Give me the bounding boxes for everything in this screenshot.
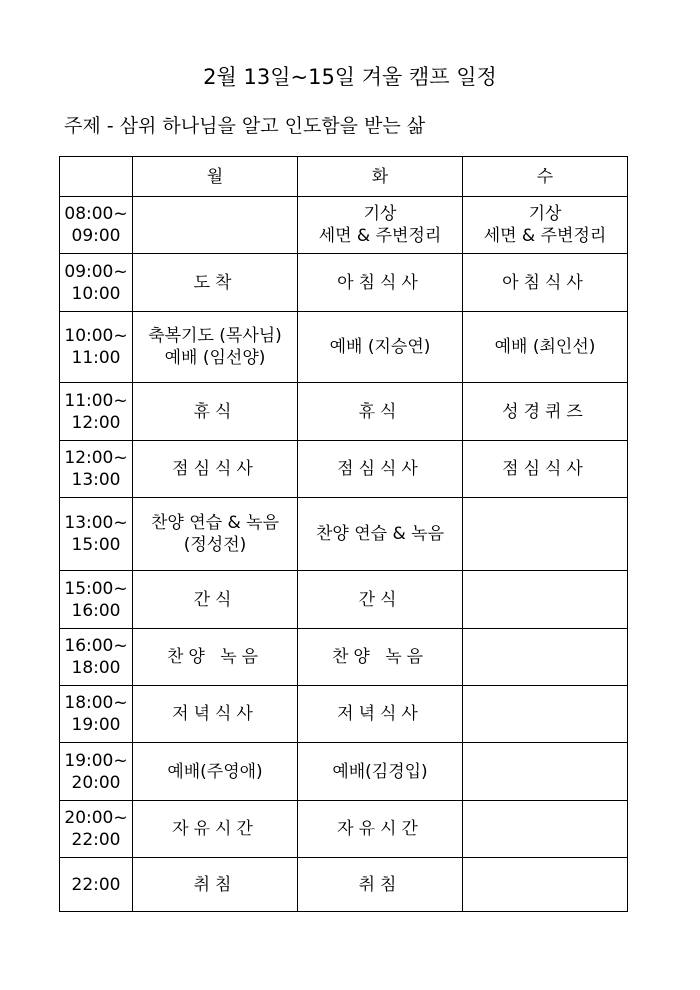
- tuesday-cell-text: 예배(김경입): [332, 761, 428, 782]
- wednesday-cell: [463, 197, 628, 254]
- monday-cell: [133, 629, 298, 686]
- monday-cell: [133, 498, 298, 571]
- time-cell-text: 18:00~ 19:00: [64, 693, 128, 735]
- monday-cell: [133, 686, 298, 743]
- tuesday-cell-text: 휴식: [358, 401, 402, 422]
- time-cell: [60, 801, 133, 858]
- monday-cell-text: 예배(주영애): [167, 761, 263, 782]
- wednesday-cell: [463, 629, 628, 686]
- header-cell-monday: 월: [133, 157, 298, 197]
- wednesday-cell: [463, 254, 628, 312]
- time-cell: [60, 498, 133, 571]
- table-row: [60, 801, 628, 858]
- time-cell-text: 08:00~ 09:00: [64, 204, 128, 246]
- tuesday-cell-text: 저녁식사: [337, 704, 423, 724]
- monday-cell: [133, 858, 298, 912]
- table-row: [60, 312, 628, 383]
- time-cell-text: 15:00~ 16:00: [64, 578, 128, 621]
- tuesday-cell: [298, 743, 463, 801]
- tuesday-cell: [298, 571, 463, 629]
- time-cell-text: 22:00: [71, 874, 121, 895]
- tuesday-cell: [298, 254, 463, 312]
- tuesday-cell: [298, 629, 463, 686]
- monday-cell-text: 휴식: [193, 401, 237, 422]
- tuesday-cell-text: 간식: [358, 589, 402, 610]
- tuesday-cell: [298, 312, 463, 383]
- table-row: [60, 383, 628, 441]
- table-row: [60, 197, 628, 254]
- monday-cell-text: 취침: [193, 874, 237, 895]
- wednesday-cell: [463, 801, 628, 858]
- table-row: [60, 441, 628, 498]
- time-cell: [60, 743, 133, 801]
- monday-cell-text: 도착: [193, 272, 237, 293]
- time-cell-text: 10:00~ 11:00: [64, 326, 128, 368]
- monday-cell: [133, 743, 298, 801]
- tuesday-cell: [298, 441, 463, 498]
- table-row: [60, 686, 628, 743]
- tuesday-cell-text: 점심식사: [337, 459, 423, 479]
- time-cell-text: 09:00~ 10:00: [64, 261, 128, 304]
- time-cell-text: 16:00~ 18:00: [64, 636, 128, 678]
- wednesday-cell: [463, 571, 628, 629]
- table-row: [60, 571, 628, 629]
- table-row: [60, 498, 628, 571]
- monday-cell: [133, 571, 298, 629]
- time-cell-text: 11:00~ 12:00: [64, 390, 128, 433]
- tuesday-cell-text: 자유시간: [337, 819, 423, 839]
- tuesday-cell-text: 찬양 연습 & 녹음: [316, 524, 444, 544]
- time-cell-text: 20:00~ 22:00: [64, 808, 128, 850]
- time-cell-text: 13:00~ 15:00: [64, 513, 128, 555]
- wednesday-cell: [463, 383, 628, 441]
- time-cell: [60, 441, 133, 498]
- wednesday-cell: [463, 686, 628, 743]
- tuesday-cell-text: 아침식사: [337, 272, 423, 293]
- monday-cell: [133, 801, 298, 858]
- table-row: [60, 629, 628, 686]
- monday-cell-text: 저녁식사: [172, 704, 258, 724]
- wednesday-cell-text: 점심식사: [502, 459, 588, 479]
- monday-cell-text: 자유시간: [172, 819, 258, 839]
- header-cell-corner: [60, 157, 133, 197]
- monday-cell-text: 간식: [193, 589, 237, 610]
- wednesday-cell-text: 기상 세면 & 주변정리: [483, 204, 607, 246]
- header-cell-tuesday: 화: [298, 157, 463, 197]
- tuesday-cell: [298, 801, 463, 858]
- wednesday-cell-text: 아침식사: [502, 272, 588, 293]
- table-row: [60, 254, 628, 312]
- schedule-table: [59, 156, 628, 912]
- monday-cell-text: 찬양 녹음: [166, 647, 264, 667]
- time-cell-text: 12:00~ 13:00: [64, 448, 128, 490]
- table-header-row: [60, 157, 628, 197]
- tuesday-cell: [298, 197, 463, 254]
- monday-cell-text: 점심식사: [172, 459, 258, 479]
- monday-cell: [133, 383, 298, 441]
- monday-cell-text: 축복기도 (목사님) 예배 (임선양): [148, 326, 282, 368]
- wednesday-cell: [463, 743, 628, 801]
- header-cell-wednesday: 수: [463, 157, 628, 197]
- time-cell: [60, 686, 133, 743]
- wednesday-cell: [463, 498, 628, 571]
- wednesday-cell: [463, 441, 628, 498]
- time-cell: [60, 858, 133, 912]
- monday-cell: [133, 254, 298, 312]
- table-row: [60, 743, 628, 801]
- tuesday-cell-text: 취침: [358, 874, 402, 895]
- monday-cell: [133, 441, 298, 498]
- time-cell: [60, 254, 133, 312]
- tuesday-cell-text: 기상 세면 & 주변정리: [318, 204, 442, 246]
- wednesday-cell-text: 예배 (최인선): [494, 337, 596, 357]
- tuesday-cell-text: 예배 (지승연): [329, 337, 431, 357]
- time-cell: [60, 383, 133, 441]
- time-cell-text: 19:00~ 20:00: [64, 750, 128, 793]
- monday-cell-text: 찬양 연습 & 녹음 (정성전): [151, 513, 279, 555]
- time-cell: [60, 629, 133, 686]
- time-cell: [60, 312, 133, 383]
- tuesday-cell: [298, 498, 463, 571]
- wednesday-cell: [463, 312, 628, 383]
- tuesday-cell: [298, 686, 463, 743]
- document-title: 2월 13일~15일 겨울 캠프 일정: [203, 65, 497, 89]
- tuesday-cell: [298, 858, 463, 912]
- monday-cell: [133, 197, 298, 254]
- document-subtitle: 주제 - 삼위 하나님을 알고 인도함을 받는 삶: [64, 115, 426, 137]
- time-cell: [60, 197, 133, 254]
- tuesday-cell: [298, 383, 463, 441]
- tuesday-cell-text: 찬양 녹음: [331, 647, 429, 667]
- time-cell: [60, 571, 133, 629]
- wednesday-cell-text: 성경퀴즈: [502, 401, 588, 422]
- table-row: [60, 858, 628, 912]
- wednesday-cell: [463, 858, 628, 912]
- monday-cell: [133, 312, 298, 383]
